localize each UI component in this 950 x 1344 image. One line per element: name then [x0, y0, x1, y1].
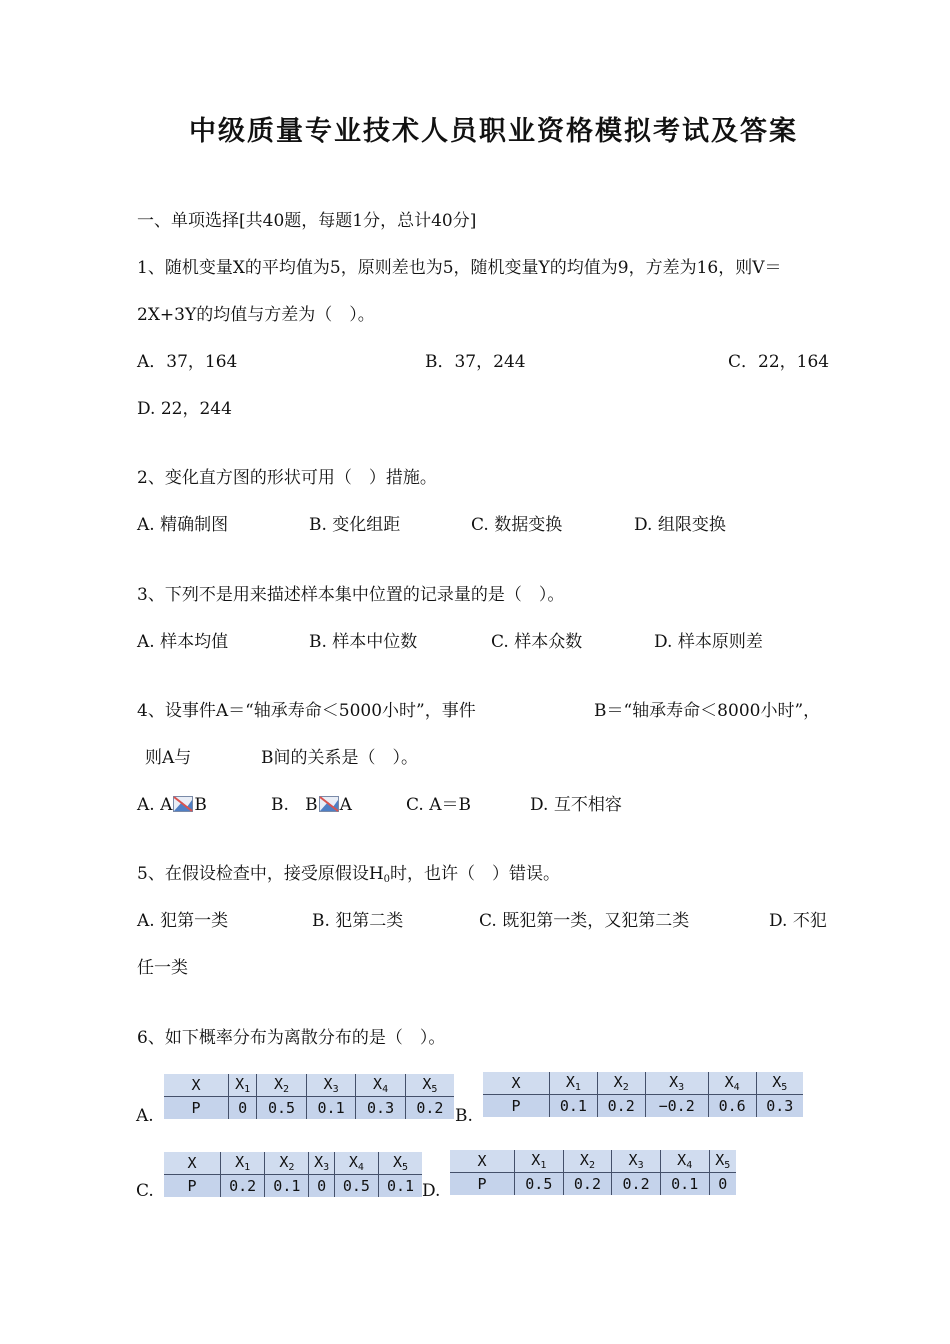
x-cell: $X_2$ [257, 1074, 307, 1097]
p-cell: 0.3 [756, 1095, 803, 1118]
q1-text-line1: 1、随机变量X的平均值为5，原则差也为5，随机变量Y的均值为9，方差为16，则V＝ [137, 258, 782, 278]
q1-text-line2: 2X+3Y的均值与方差为（ ）。 [137, 305, 375, 325]
broken-image-icon [319, 796, 339, 812]
q5-text-post: 时，也许（ ）错误。 [390, 864, 561, 884]
q4-option-d[interactable]: D. 互不相容 [530, 795, 622, 815]
p-cell: 0.1 [306, 1097, 356, 1120]
q5-option-b[interactable]: B. 犯第二类 [312, 911, 404, 931]
p-cell: 0 [309, 1175, 334, 1198]
q1-option-c[interactable]: C．22，164 [728, 352, 830, 372]
p-cell: 0.2 [612, 1173, 661, 1196]
broken-image-icon [173, 796, 193, 812]
x-header-cell: X [164, 1152, 221, 1175]
q6-option-d-label[interactable]: D. [422, 1181, 441, 1201]
x-cell: $X_1$ [221, 1152, 265, 1175]
table-row [164, 1175, 422, 1198]
x-cell: $X_1$ [515, 1150, 564, 1173]
p-cell: 0 [229, 1097, 257, 1120]
p-cell: 0 [709, 1173, 736, 1196]
q4-option-c[interactable]: C. A＝B [406, 795, 471, 815]
x-cell: $X_5$ [756, 1072, 803, 1095]
q6-option-a-table [164, 1074, 454, 1119]
q4-option-a[interactable] [137, 795, 207, 815]
x-cell: $X_5$ [405, 1074, 454, 1097]
q5-text-pre: 5、在假设检查中，接受原假设H [137, 864, 384, 884]
p-cell: 0.2 [221, 1175, 265, 1198]
p-cell: 0.3 [356, 1097, 406, 1120]
q4-option-b-label: B. [271, 795, 289, 815]
p-cell: 0.2 [405, 1097, 454, 1120]
table-row [450, 1150, 736, 1173]
table-row [164, 1152, 422, 1175]
table-row [164, 1074, 454, 1097]
p-cell: 0.1 [379, 1175, 423, 1198]
q5-text [137, 864, 560, 890]
x-header-cell: X [164, 1074, 229, 1097]
x-cell: $X_5$ [379, 1152, 423, 1175]
p-cell: 0.1 [660, 1173, 709, 1196]
q4-text-line2b: B间的关系是（ ）。 [261, 748, 418, 768]
p-cell: 0.5 [334, 1175, 378, 1198]
q6-option-b-table [483, 1072, 803, 1117]
page-title: 中级质量专业技术人员职业资格模拟考试及答案 [189, 116, 798, 147]
x-cell: $X_3$ [645, 1072, 708, 1095]
q6-option-b-label[interactable]: B. [455, 1106, 473, 1126]
x-header-cell: X [483, 1072, 550, 1095]
p-cell: 0.1 [265, 1175, 309, 1198]
q5-option-c[interactable]: C. 既犯第一类，又犯第二类 [479, 911, 690, 931]
q1-option-b[interactable]: B．37，244 [425, 352, 526, 372]
q4-option-b-pre: B [305, 795, 318, 815]
q2-text: 2、变化直方图的形状可用（ ）措施。 [137, 468, 437, 488]
p-header-cell: P [164, 1175, 221, 1198]
p-header-cell: P [483, 1095, 550, 1118]
p-cell: 0.2 [563, 1173, 612, 1196]
x-cell: $X_1$ [550, 1072, 598, 1095]
q1-option-d[interactable]: D. 22，244 [137, 399, 232, 419]
x-header-cell: X [450, 1150, 515, 1173]
q3-option-d[interactable]: D. 样本原则差 [654, 632, 763, 652]
p-header-cell: P [164, 1097, 229, 1120]
q4-text-line2a: 则A与 [145, 748, 192, 768]
x-cell: $X_5$ [709, 1150, 736, 1173]
q6-option-a-label[interactable]: A. [136, 1106, 154, 1126]
x-cell: $X_4$ [660, 1150, 709, 1173]
p-header-cell: P [450, 1173, 515, 1196]
q4-text-line1a: 4、设事件A＝“轴承寿命＜5000小时”，事件 [137, 701, 476, 721]
x-cell: $X_3$ [612, 1150, 661, 1173]
table-row [483, 1095, 803, 1118]
p-cell: 0.6 [708, 1095, 756, 1118]
p-cell: −0.2 [645, 1095, 708, 1118]
q4-option-b[interactable] [271, 795, 352, 815]
q2-option-b[interactable]: B. 变化组距 [309, 515, 401, 535]
q3-text: 3、下列不是用来描述样本集中位置的记录量的是（ ）。 [137, 585, 565, 605]
q6-text: 6、如下概率分布为离散分布的是（ ）。 [137, 1028, 446, 1048]
q3-option-a[interactable]: A. 样本均值 [137, 632, 229, 652]
table-row [164, 1097, 454, 1120]
table-row [483, 1072, 803, 1095]
x-cell: $X_3$ [306, 1074, 356, 1097]
p-cell: 0.5 [515, 1173, 564, 1196]
q2-option-d[interactable]: D. 组限变换 [634, 515, 726, 535]
x-cell: $X_1$ [229, 1074, 257, 1097]
q3-option-b[interactable]: B. 样本中位数 [309, 632, 418, 652]
q5-option-a[interactable]: A. 犯第一类 [137, 911, 229, 931]
q5-option-d[interactable]: D. 不犯 [769, 911, 827, 931]
q4-option-a-pre: A. A [137, 795, 173, 815]
q6-option-d-table [450, 1150, 736, 1195]
x-cell: $X_4$ [334, 1152, 378, 1175]
table-row [450, 1173, 736, 1196]
q2-option-c[interactable]: C. 数据变换 [471, 515, 563, 535]
q6-option-c-table [164, 1152, 422, 1197]
q6-option-c-label[interactable]: C. [136, 1181, 154, 1201]
section-heading: 一、单项选择[共40题，每题1分，总计40分] [137, 211, 477, 231]
q5-option-d-cont: 任一类 [137, 958, 188, 978]
q4-text-line1b: B＝“轴承寿命＜8000小时”， [594, 701, 821, 721]
q2-option-a[interactable]: A. 精确制图 [137, 515, 229, 535]
x-cell: $X_2$ [563, 1150, 612, 1173]
q4-option-b-post: A [339, 795, 352, 815]
q3-option-c[interactable]: C. 样本众数 [491, 632, 583, 652]
p-cell: 0.2 [597, 1095, 645, 1118]
x-cell: $X_4$ [708, 1072, 756, 1095]
x-cell: $X_4$ [356, 1074, 406, 1097]
x-cell: $X_3$ [309, 1152, 334, 1175]
x-cell: $X_2$ [597, 1072, 645, 1095]
p-cell: 0.1 [550, 1095, 598, 1118]
x-cell: $X_2$ [265, 1152, 309, 1175]
p-cell: 0.5 [257, 1097, 307, 1120]
q4-option-a-post: B [194, 795, 207, 815]
q5-text-sub: 0 [383, 874, 391, 885]
q1-option-a[interactable]: A．37，164 [137, 352, 238, 372]
